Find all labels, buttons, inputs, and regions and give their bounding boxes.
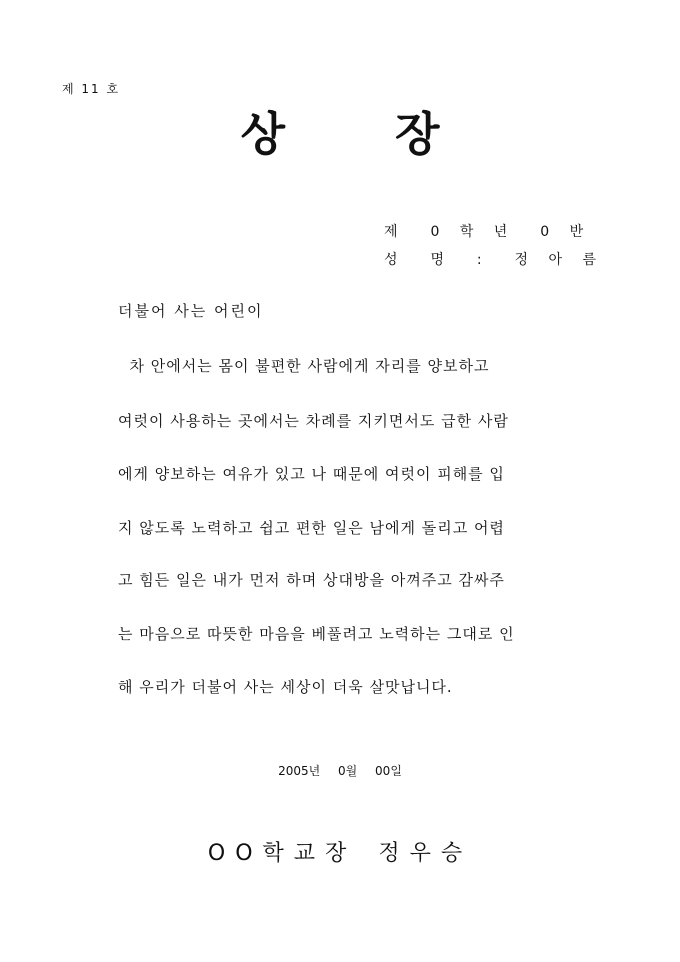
recipient-class: 제 0 학 년 0 반	[384, 224, 592, 240]
body-line: 고 힘든 일은 내가 먼저 하며 상대방을 아껴주고 감싸주	[118, 571, 505, 589]
award-heading: 더불어 사는 어린이	[118, 302, 264, 320]
certificate-title	[0, 98, 680, 164]
body-line: 차 안에서는 몸이 불편한 사람에게 자리를 양보하고	[118, 357, 490, 375]
body-line: 는 마음으로 따뜻한 마음을 베풀려고 노력하는 그대로 인	[118, 625, 515, 643]
signer-organization: OO학교장	[207, 841, 357, 866]
title-char-1: 상	[240, 107, 285, 161]
signer-block	[0, 836, 680, 867]
body-line: 여럿이 사용하는 곳에서는 차례를 지키면서도 급한 사람	[118, 412, 509, 430]
body-line: 해 우리가 더불어 사는 세상이 더욱 살맛납니다.	[118, 678, 453, 696]
body-line: 에게 양보하는 여유가 있고 나 때문에 여럿이 피해를 입	[118, 465, 505, 483]
document-number: 제 11 호	[62, 82, 121, 96]
recipient-name: 성 명 : 정 아 름	[384, 252, 604, 268]
body-line: 지 않도록 노력하고 쉽고 편한 일은 남에게 돌리고 어렵	[118, 519, 505, 537]
signer-name: 정우승	[378, 841, 473, 866]
award-date: 2005년 0월 00일	[278, 764, 402, 778]
recipient-block	[384, 218, 604, 274]
title-char-2: 장	[395, 107, 440, 161]
